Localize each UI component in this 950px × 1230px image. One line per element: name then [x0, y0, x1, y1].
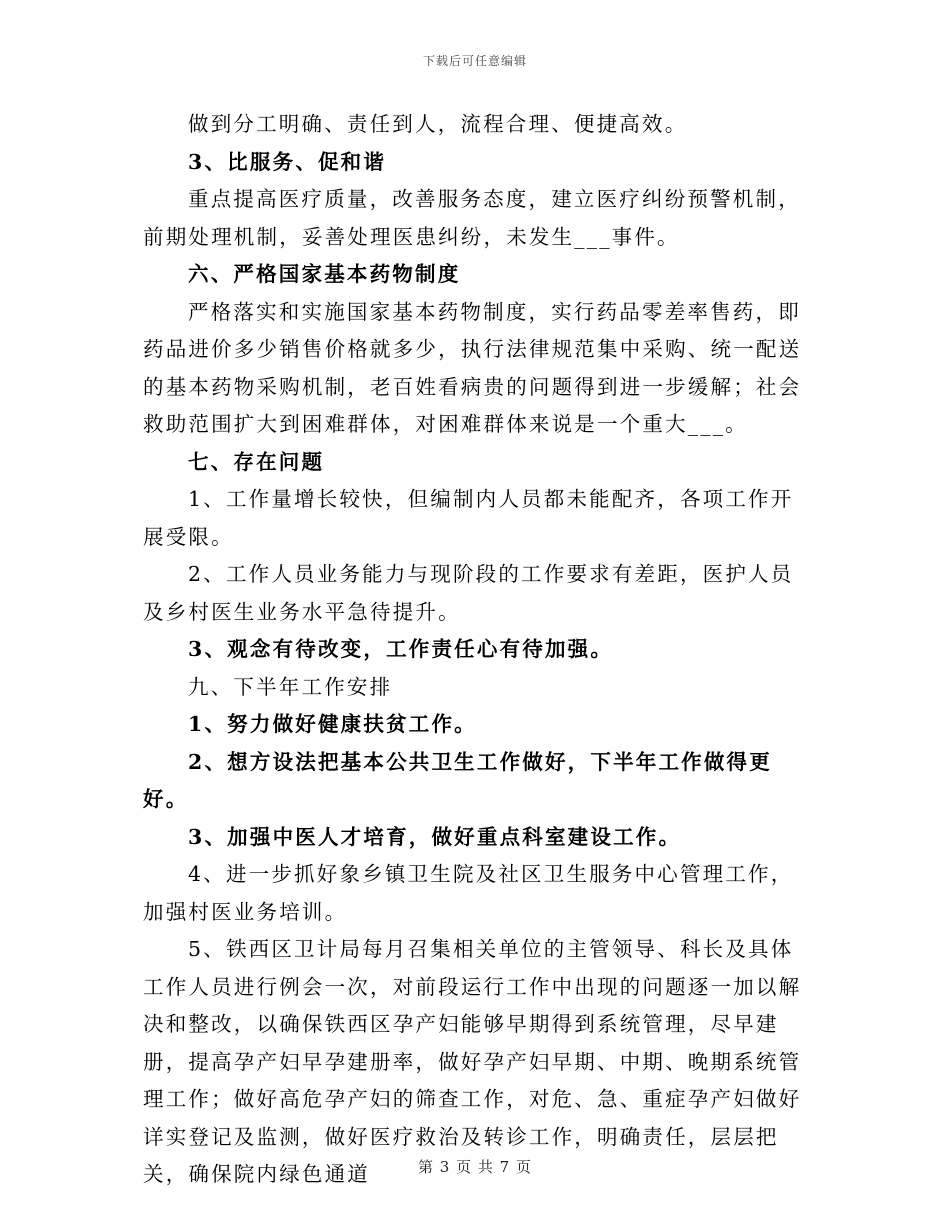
list-item: 2、想方设法把基本公共卫生工作做好，下半年工作做得更好。 — [143, 749, 772, 811]
list-item: 5、铁西区卫计局每月召集相关单位的主管领导、科长及具体工作人员进行例会一次，对前段运行工作中出现的问题逐一加以解决和整改，以确保铁西区孕产妇能够早期得到系统管理，尽早建册，提高孕产妇早孕建册率，做好孕产妇早期、中期、晚期系统管理工作；做好高危孕产妇的筛查工作，对危、急、重症孕产妇做好详实登记及监测，做好医疗救治及转诊工作，明确责任，层层把关，确保院内绿色通道 — [143, 937, 802, 1186]
section-heading: 九、下半年工作安排 — [188, 674, 393, 699]
section-heading: 3、比服务、促和谐 — [188, 149, 387, 174]
document-body — [143, 106, 808, 1194]
page-header-note: 下载后可任意编辑 — [422, 54, 527, 68]
list-item: 1、努力做好健康扶贫工作。 — [188, 712, 477, 736]
section-heading: 六、严格国家基本药物制度 — [188, 262, 461, 286]
paragraph: 1、工作量增长较快，但编制内人员都未能配齐，各项工作开展受限。 — [143, 487, 794, 549]
list-item: 3、加强中医人才培育，做好重点科室建设工作。 — [188, 824, 682, 849]
section-heading: 七、存在问题 — [188, 449, 325, 474]
list-item: 4、进一步抓好象乡镇卫生院及社区卫生服务中心管理工作，加强村医业务培训。 — [143, 862, 794, 924]
paragraph: 做到分工明确、责任到人，流程合理、便捷高效。 — [188, 112, 688, 136]
page-number: 第 3 页 共 7 页 — [418, 1158, 532, 1176]
section-heading: 3、观念有待改变，工作责任心有待加强。 — [188, 637, 614, 661]
paragraph: 2、工作人员业务能力与现阶段的工作要求有差距，医护人员及乡村医生业务水平急待提升。 — [143, 562, 794, 624]
paragraph: 重点提高医疗质量，改善服务态度，建立医疗纠纷预警机制，前期处理机制，妥善处理医患纠纷，未发生___事件。 — [143, 187, 801, 249]
paragraph: 严格落实和实施国家基本药物制度，实行药品零差率售药，即药品进价多少销售价格就多少，执行法律规范集中采购、统一配送的基本药物采购机制，老百姓看病贵的问题得到进一步缓解；社会救助范围扩大到困难群体，对困难群体来说是一个重大___。 — [143, 299, 802, 436]
